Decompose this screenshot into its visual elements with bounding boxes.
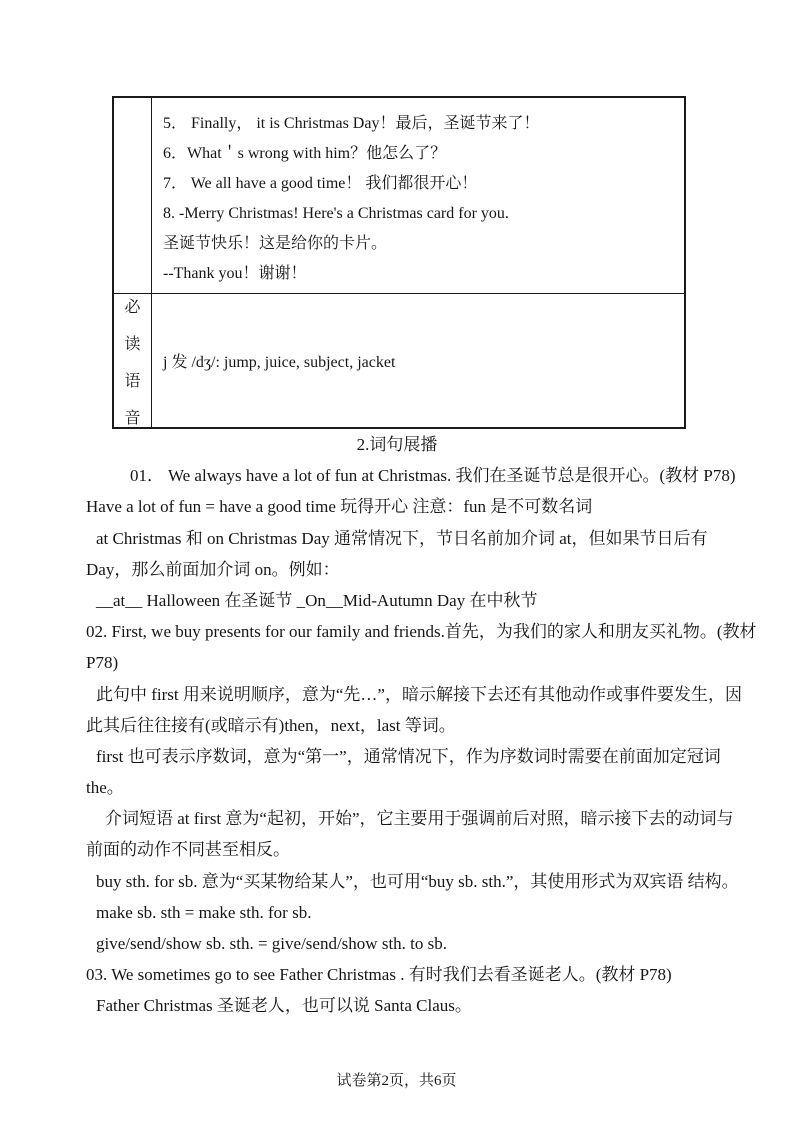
table-row1-empty-cell: [114, 98, 152, 294]
body-line: 此其后往往接有(或暗示有)then，next，last 等词。: [86, 715, 456, 735]
sentence-line: 圣诞节快乐！这是给你的卡片。: [163, 235, 388, 252]
body-line: P78): [86, 653, 119, 673]
phonics-label-char: 读: [124, 335, 141, 353]
body-line: Have a lot of fun = have a good time 玩得开心 注意：fun 是不可数名词: [86, 497, 593, 517]
body-line: Day，那么前面加介词 on。例如：: [86, 559, 340, 579]
sentence-line: --Thank you！谢谢！: [163, 265, 307, 282]
body-line: buy sth. for sb. 意为“买某物给某人”，也可用“buy sb. sth.”，其使用形式为双宾语 结构。: [96, 871, 739, 891]
phonics-label-char: 必: [124, 298, 141, 316]
phonics-label: [114, 294, 152, 427]
phonics-line: j 发 /dʒ/: jump, juice, subject, jacket: [163, 354, 396, 371]
sentence-line: 5． Finally， it is Christmas Day！最后，圣诞节来了！: [163, 115, 540, 132]
body-line: Father Christmas 圣诞老人，也可以说 Santa Claus。: [96, 996, 472, 1016]
sentence-line: 6．What＇s wrong with him？他怎么了？: [163, 145, 447, 162]
body-line: at Christmas 和 on Christmas Day 通常情况下，节日名前加介词 at，但如果节日后有: [96, 528, 708, 548]
page-footer: 试卷第2页，共6页: [336, 1073, 457, 1089]
body-line: 前面的动作不同甚至相反。: [86, 840, 290, 860]
sentence-line: 7． We all have a good time！ 我们都很开心！: [163, 175, 478, 192]
body-line: 02. First, we buy presents for our family and friends.首先，为我们的家人和朋友买礼物。(教材: [86, 622, 757, 642]
phonics-label-char: 音: [124, 409, 141, 427]
worksheet-table: [112, 96, 686, 429]
table-row1-sentences-cell: [152, 98, 684, 294]
body-line: 介词短语 at first 意为“起初，开始”，它主要用于强调前后对照，暗示接下去的动词与: [105, 809, 734, 829]
sentence-line: 8. -Merry Christmas! Here's a Christmas card for you.: [163, 205, 509, 222]
section-heading: 2.词句展播: [356, 435, 438, 454]
phonics-label-char: 语: [124, 372, 141, 390]
body-line: give/send/show sb. sth. = give/send/show sth. to sb.: [96, 934, 448, 953]
phonics-content-cell: [152, 294, 684, 427]
body-line: 01． We always have a lot of fun at Christmas. 我们在圣诞节总是很开心。(教材 P78): [130, 466, 736, 486]
notes-section: [86, 429, 757, 1022]
body-line: first 也可表示序数词，意为“第一”，通常情况下，作为序数词时需要在前面加定冠词: [96, 746, 721, 766]
body-line: 此句中 first 用来说明顺序，意为“先…”，暗示解接下去还有其他动作或事件要发生，因: [96, 684, 742, 704]
body-line: 03. We sometimes go to see Father Christmas . 有时我们去看圣诞老人。(教材 P78): [86, 965, 672, 985]
body-line: the。: [86, 778, 124, 798]
body-line: make sb. sth = make sth. for sb.: [96, 902, 312, 922]
body-line: __at__ Halloween 在圣诞节 _On__Mid-Autumn Day 在中秋节: [96, 590, 538, 610]
